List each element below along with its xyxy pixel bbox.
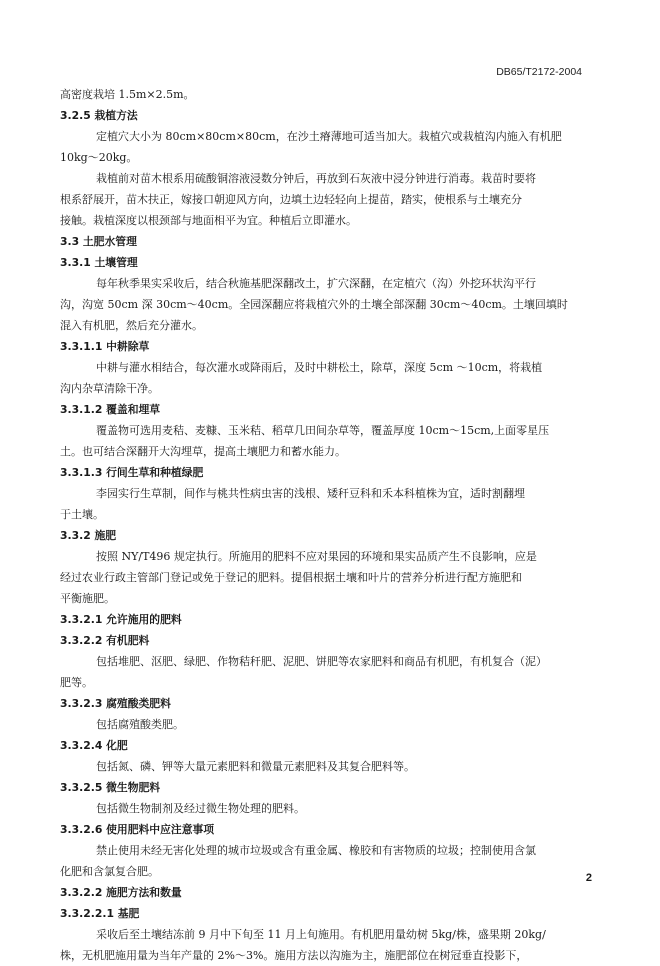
- section-heading: 3.3.2.1 允许施用的肥料: [60, 613, 182, 626]
- body-line: 于土壤。: [60, 508, 104, 521]
- section-heading: 3.3 土肥水管理: [60, 235, 137, 248]
- body-line: 包括氮、磷、钾等大量元素肥料和微量元素肥料及其复合肥料等。: [96, 760, 415, 773]
- body-line: 覆盖物可选用麦秸、麦糠、玉米秸、稻草几田间杂草等，覆盖厚度 10cm～15cm,上面零星压: [96, 424, 550, 437]
- body-line: 李园实行生草制，间作与桃共性病虫害的浅根、矮秆豆科和禾本科植株为宜，适时割翻埋: [96, 487, 525, 500]
- section-heading: 3.3.1.2 覆盖和埋草: [60, 403, 161, 416]
- section-heading: 3.2.5 栽植方法: [60, 109, 138, 122]
- body-line: 土。也可结合深翻开大沟埋草，提高土壤肥力和蓄水能力。: [60, 445, 346, 458]
- body-line: 采收后至土壤结冻前 9 月中下旬至 11 月上旬施用。有机肥用量幼树 5kg/株，盛果期 20kg/: [96, 928, 546, 941]
- page-number: 2: [585, 872, 592, 884]
- body-line: 每年秋季果实采收后，结合秋施基肥深翻改土，扩穴深翻，在定植穴（沟）外挖环状沟平行: [96, 277, 536, 290]
- section-heading: 3.3.1.1 中耕除草: [60, 340, 150, 353]
- section-heading: 3.3.2.2 有机肥料: [60, 634, 150, 647]
- section-heading: 3.3.2.4 化肥: [60, 739, 128, 752]
- body-line: 沟内杂草清除干净。: [60, 382, 159, 395]
- document-code: DB65/T2172-2004: [496, 66, 582, 78]
- body-line: 沟，沟宽 50cm 深 30cm～40cm。全园深翻应将栽植穴外的土壤全部深翻 30cm～40cm。土壤回填时: [60, 298, 568, 311]
- section-heading: 3.3.2.3 腐殖酸类肥料: [60, 697, 171, 710]
- body-line: 栽植前对苗木根系用硫酸铜溶液浸数分钟后，再放到石灰液中浸分钟进行消毒。栽苗时要将: [96, 172, 536, 185]
- body-line: 混入有机肥，然后充分灌水。: [60, 319, 203, 332]
- body-line: 中耕与灌水相结合，每次灌水或降雨后，及时中耕松土，除草，深度 5cm ～10cm，将栽植: [96, 361, 543, 374]
- body-line: 株，无机肥施用量为当年产量的 2%～3%。施用方法以沟施为主，施肥部位在树冠垂直投影下，: [60, 949, 528, 962]
- body-line: 平衡施肥。: [60, 592, 115, 605]
- body-line: 根系舒展开，苗木扶正，嫁接口朝迎风方向，边填土边轻轻向上提苗，踏实，使根系与土壤充分: [60, 193, 522, 206]
- body-line: 包括微生物制剂及经过微生物处理的肥料。: [96, 802, 305, 815]
- body-line: 肥等。: [60, 676, 93, 689]
- body-line: 化肥和含氯复合肥。: [60, 865, 159, 878]
- document-body: [60, 84, 600, 966]
- section-heading: 3.3.2.2.1 基肥: [60, 907, 140, 920]
- body-line: 高密度栽培 1.5m×2.5m。: [60, 88, 195, 101]
- body-line: 10kg～20kg。: [60, 151, 138, 164]
- body-line: 禁止使用未经无害化处理的城市垃圾或含有重金属、橡胶和有害物质的垃圾；控制使用含氯: [96, 844, 536, 857]
- body-line: 按照 NY/T496 规定执行。所施用的肥料不应对果园的环境和果实品质产生不良影响，应是: [96, 550, 537, 563]
- section-heading: 3.3.2 施肥: [60, 529, 117, 542]
- section-heading: 3.3.2.5 微生物肥料: [60, 781, 161, 794]
- section-heading: 3.3.2.6 使用肥料中应注意事项: [60, 823, 215, 836]
- body-line: 包括腐殖酸类肥。: [96, 718, 184, 731]
- body-line: 定植穴大小为 80cm×80cm×80cm，在沙土瘠薄地可适当加大。栽植穴或栽植沟内施入有机肥: [96, 130, 562, 143]
- body-line: 经过农业行政主管部门登记或免于登记的肥料。提倡根据土壤和叶片的营养分析进行配方施肥和: [60, 571, 522, 584]
- body-line: 接触。栽植深度以根颈部与地面相平为宜。种植后立即灌水。: [60, 214, 357, 227]
- body-line: 包括堆肥、沤肥、绿肥、作物秸秆肥、泥肥、饼肥等农家肥料和商品有机肥，有机复合（泥）: [96, 655, 547, 668]
- section-heading: 3.3.1.3 行间生草和种植绿肥: [60, 466, 204, 479]
- section-heading: 3.3.2.2 施肥方法和数量: [60, 886, 182, 899]
- section-heading: 3.3.1 土壤管理: [60, 256, 138, 269]
